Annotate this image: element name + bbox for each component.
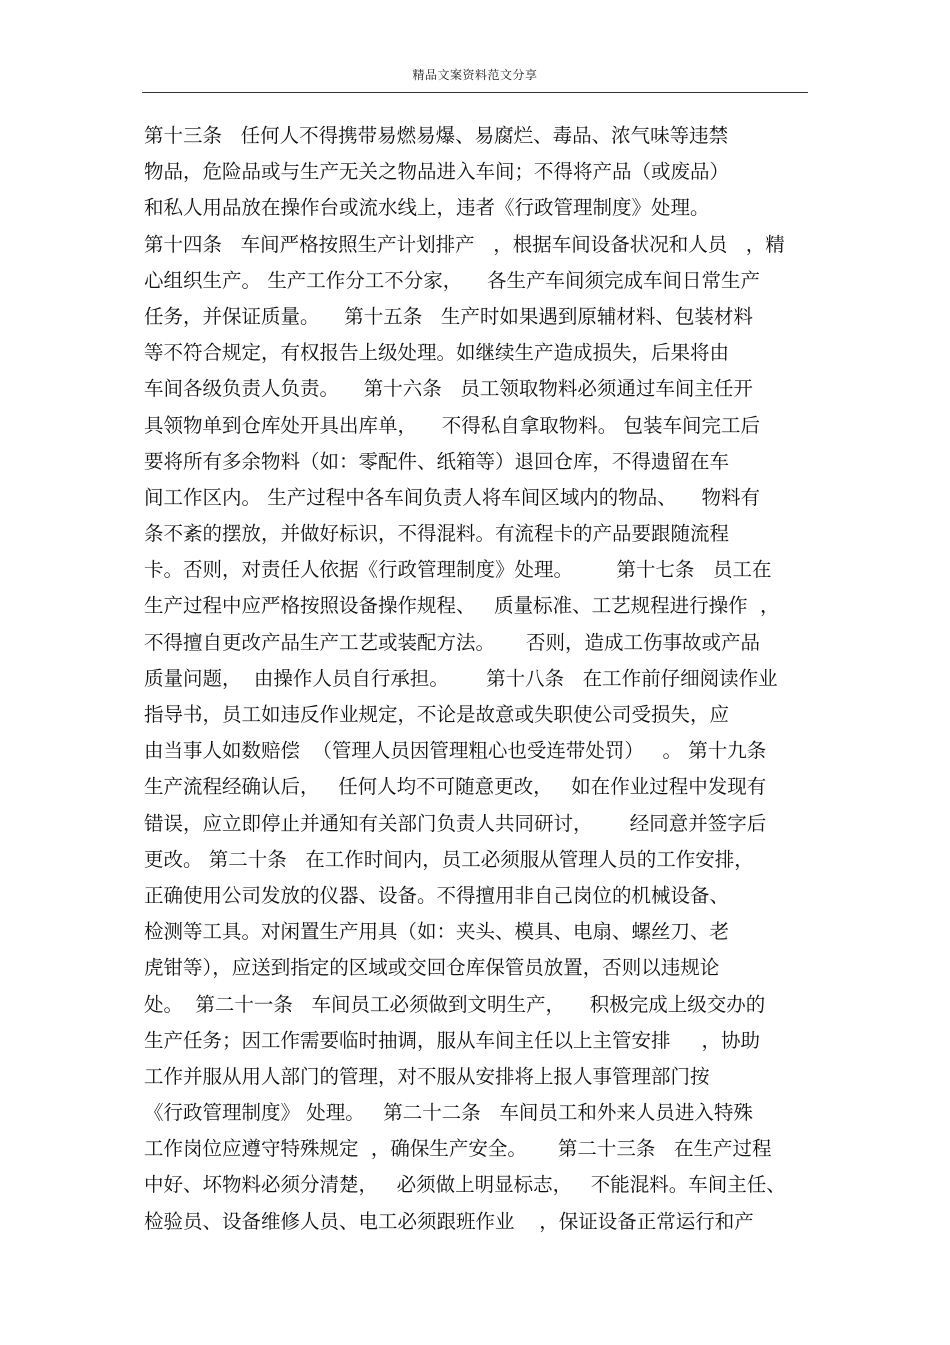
text-line: 工作岗位应遵守特殊规定 ，确保生产安全。 第二十三条 在生产过程	[144, 1137, 772, 1161]
text-line: 不得擅自更改产品生产工艺或装配方法。 否则，造成工伤事故或产品	[144, 630, 760, 654]
text-line: 物品，危险品或与生产无关之物品进入车间；不得将产品（或废品）	[144, 160, 730, 184]
text-line: 质量问题， 由操作人员自行承担。 第十八条 在工作前仔细阅读作业	[144, 666, 778, 690]
text-line: 要将所有多余物料（如：零配件、纸箱等）退回仓库，不得遗留在车	[144, 449, 730, 473]
text-line: 等不符合规定，有权报告上级处理。如继续生产造成损失，后果将由	[144, 341, 730, 365]
text-line: 具领物单到仓库处开具出库单， 不得私自拿取物料。 包装车间完工后	[144, 413, 760, 437]
text-line: 处。 第二十一条 车间员工必须做到文明生产， 积极完成上级交办的	[144, 992, 766, 1016]
text-line: 第十四条 车间严格按照生产计划排产 ，根据车间设备状况和人员 ，精	[144, 232, 785, 256]
text-line: 任务，并保证质量。 第十五条 生产时如果遇到原辅材料、包装材料	[144, 304, 753, 328]
text-line: 中好、坏物料必须分清楚， 必须做上明显标志， 不能混料。车间主任、	[144, 1173, 786, 1197]
text-line: 生产任务；因工作需要临时抽调，服从车间主任以上主管安排 ，协助	[144, 1028, 760, 1052]
text-line: 检测等工具。对闲置生产用具（如：夹头、模具、电扇、螺丝刀、老	[144, 920, 730, 944]
text-line: 检验员、设备维修人员、电工必须跟班作业 ，保证设备正常运行和产	[144, 1209, 754, 1233]
text-line: 车间各级负责人负责。 第十六条 员工领取物料必须通过车间主任开	[144, 377, 753, 401]
text-line: 由当事人如数赔偿 （管理人员因管理粗心也受连带处罚） 。 第十九条	[144, 739, 767, 763]
text-line: 生产过程中应严格按照设备操作规程、 质量标准、工艺规程进行操作 ，	[144, 594, 780, 618]
text-line: 指导书，员工如违反作业规定，不论是故意或失职使公司受损失，应	[144, 703, 730, 726]
text-line: 虎钳等），应送到指定的区域或交回仓库保管员放置，否则以违规论	[144, 956, 720, 980]
text-line: 更改。 第二十条 在工作时间内，员工必须服从管理人员的工作安排，	[144, 847, 754, 871]
text-line: 和私人用品放在操作台或流水线上，违者《行政管理制度》处理。	[144, 196, 710, 220]
page-header: 精品文案资料范文分享	[412, 68, 538, 82]
text-line: 错误，应立即停止并通知有关部门负责人共同研讨， 经同意并签字后	[144, 811, 767, 835]
text-line: 第十三条 任何人不得携带易燃易爆、易腐烂、毒品、浓气味等违禁	[144, 124, 729, 147]
text-line: 正确使用公司发放的仪器、设备。不得擅用非自己岗位的机械设备、	[144, 883, 730, 907]
text-line: 心组织生产。 生产工作分工不分家， 各生产车间须完成车间日常生产	[144, 268, 760, 292]
text-line: 间工作区内。 生产过程中各车间负责人将车间区域内的物品、 物料有	[144, 485, 760, 509]
text-line: 卡。否则，对责任人依据《行政管理制度》处理。 第十七条 员工在	[144, 558, 772, 582]
text-line: 工作并服从用人部门的管理，对不服从安排将上报人事管理部门按	[144, 1064, 710, 1088]
text-line: 生产流程经确认后， 任何人均不可随意更改， 如在作业过程中发现有	[144, 775, 767, 799]
text-line: 《行政管理制度》 处理。 第二十二条 车间员工和外来人员进入特殊	[144, 1101, 753, 1125]
header-rule	[142, 92, 808, 93]
document-body	[144, 118, 824, 1240]
text-line: 条不紊的摆放，并做好标识，不得混料。有流程卡的产品要跟随流程	[144, 522, 730, 546]
